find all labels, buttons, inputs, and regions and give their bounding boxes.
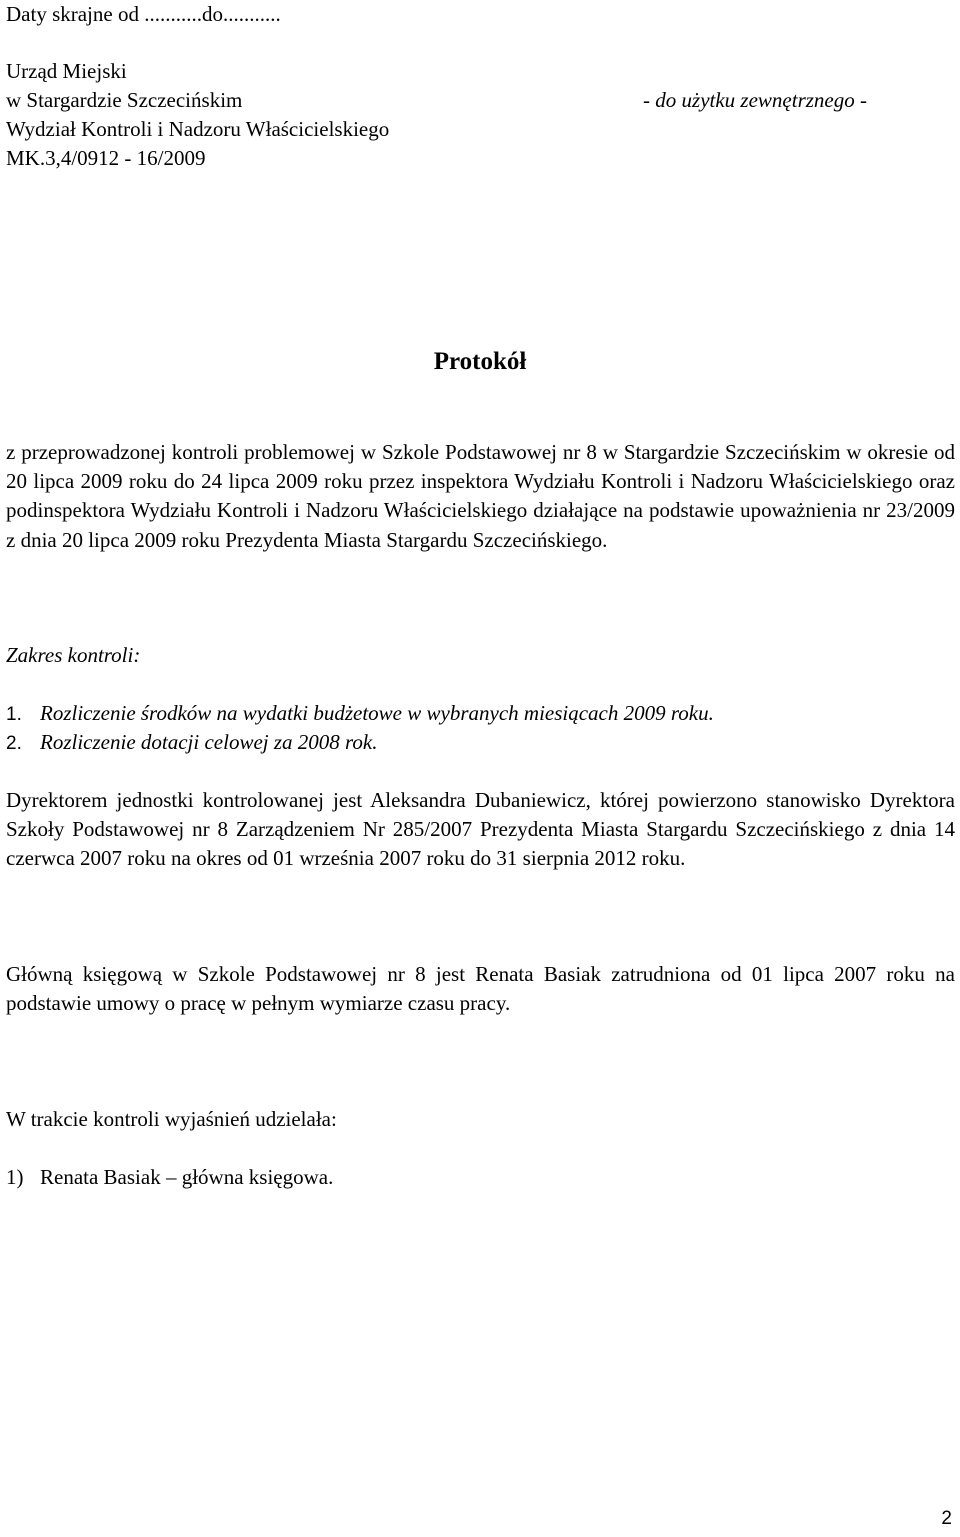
scope-heading: Zakres kontroli: xyxy=(6,643,141,667)
document-title: Protokół xyxy=(433,348,527,375)
dates-line: Daty skrajne od ...........do........... xyxy=(6,2,281,26)
scope-item xyxy=(6,728,378,758)
director-paragraph: Dyrektorem jednostki kontrolowanej jest Aleksandra Dubaniewicz, której powierzono stanowisko Dyrektora Szkoły Podstawowej nr 8 Zarządzeniem Nr 285/2007 Prezydenta Miasta Stargardu Szczecińskiego z dnia 14 czerwca 2007 roku na okres od 01 września 2007 roku do 31 sierpnia 2012 roku. xyxy=(6,788,955,871)
scope-item xyxy=(6,699,714,729)
office-name-line1: Urząd Miejski xyxy=(6,59,127,83)
accountant-paragraph: Główną księgową w Szkole Podstawowej nr 8 jest Renata Basiak zatrudniona od 01 lipca 2007 roku na podstawie umowy o pracę w pełnym wymiarze czasu pracy. xyxy=(6,962,955,1016)
explanations-item-text: Renata Basiak – główna księgowa. xyxy=(40,1165,334,1189)
page-number: 2 xyxy=(941,1508,952,1529)
scope-item-number: 2. xyxy=(6,733,22,754)
scope-item-number: 1. xyxy=(6,704,22,725)
scope-item-text: Rozliczenie dotacji celowej za 2008 rok. xyxy=(40,730,378,754)
usage-note: - do użytku zewnętrznego - xyxy=(643,88,867,112)
department-name: Wydział Kontroli i Nadzoru Właścicielskiego xyxy=(6,117,390,141)
intro-paragraph: z przeprowadzonej kontroli problemowej w Szkole Podstawowej nr 8 w Stargardzie Szczecińskim w okresie od 20 lipca 2009 roku do 24 lipca 2009 roku przez inspektora Wydziału Kontroli i Nadzoru Właścicielskiego oraz podinspektora Wydziału Kontroli i Nadzoru Właścicielskiego działające na podstawie upoważnienia nr 23/2009 z dnia 20 lipca 2009 roku Prezydenta Miasta Stargardu Szczecińskiego. xyxy=(6,440,955,552)
explanations-item xyxy=(6,1163,333,1192)
scope-item-text: Rozliczenie środków na wydatki budżetowe w wybranych miesiącach 2009 roku. xyxy=(40,701,714,725)
office-name-line2: w Stargardzie Szczecińskim xyxy=(6,88,243,112)
explanations-item-number: 1) xyxy=(6,1165,24,1189)
reference-number: MK.3,4/0912 - 16/2009 xyxy=(6,146,206,170)
explanations-heading: W trakcie kontroli wyjaśnień udzielała: xyxy=(6,1107,337,1131)
